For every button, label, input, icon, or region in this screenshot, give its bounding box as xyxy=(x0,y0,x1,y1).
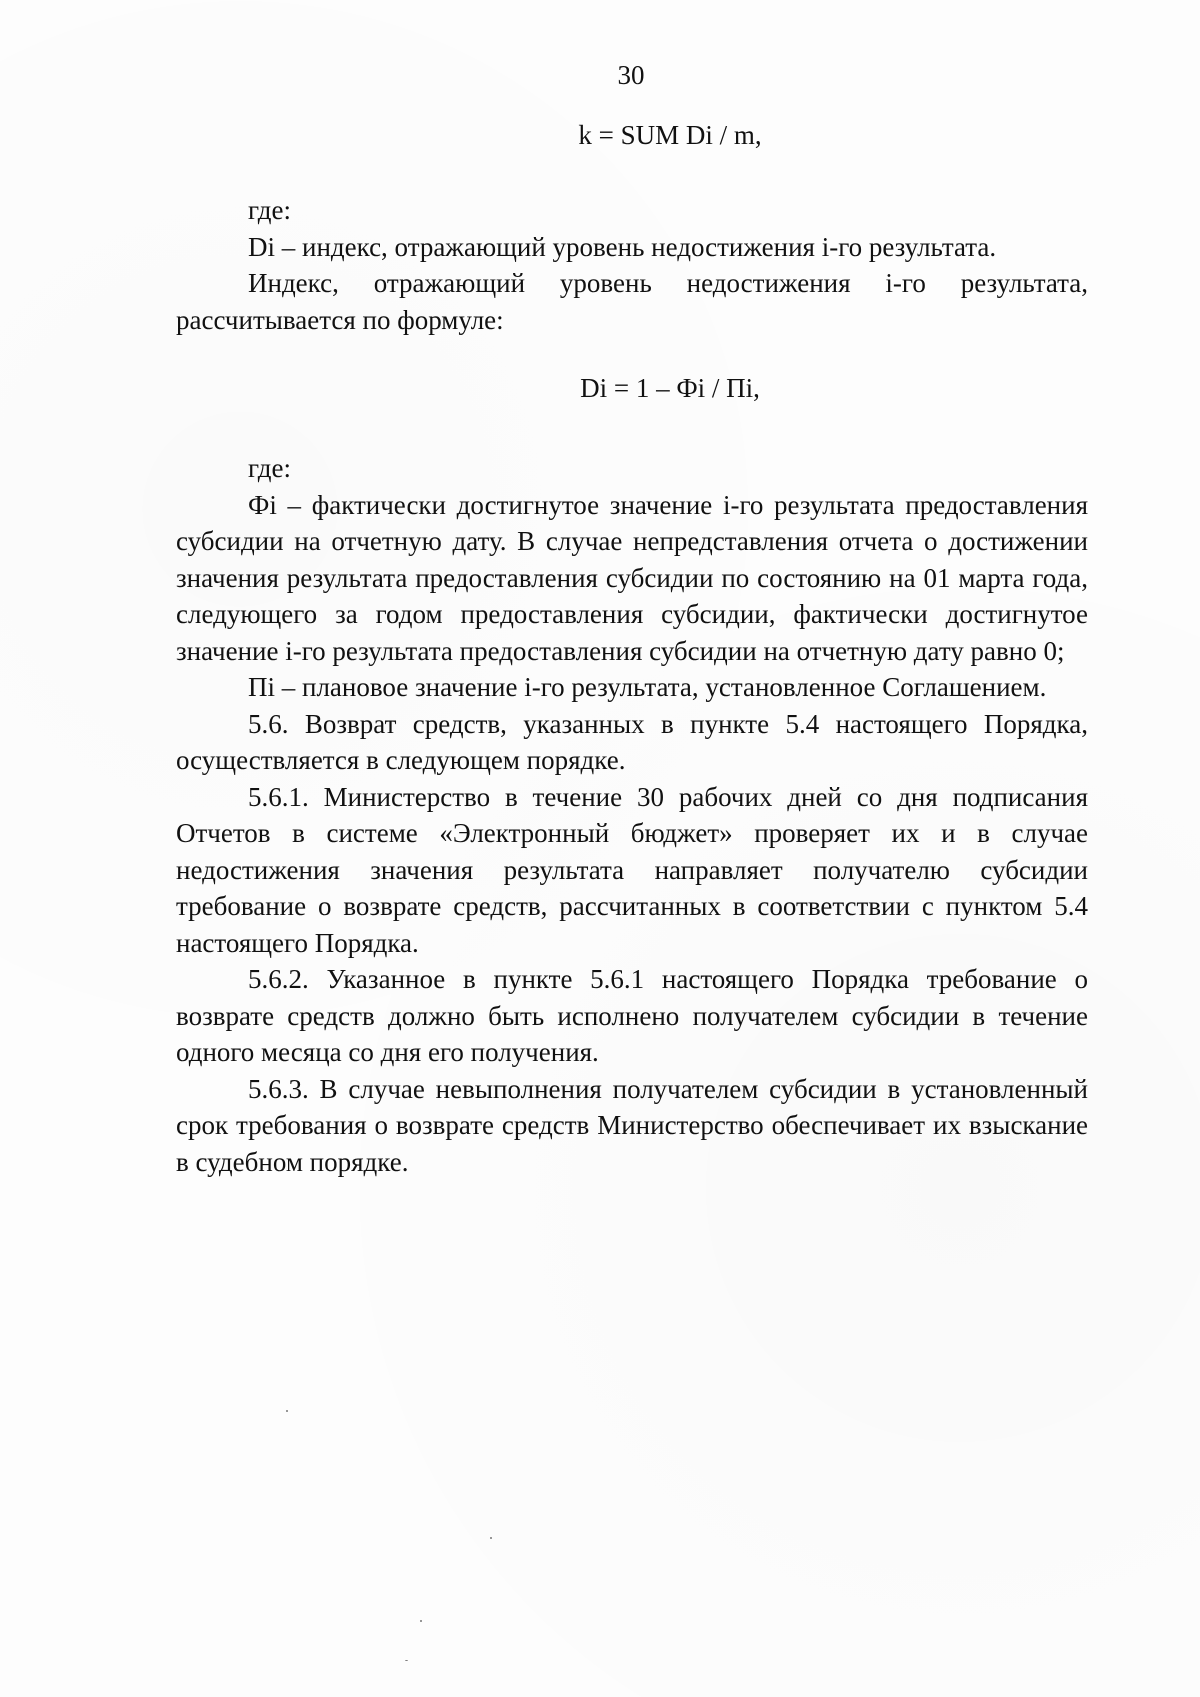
scan-speck xyxy=(490,1537,492,1539)
where-label-1: где: xyxy=(248,195,291,225)
clause-5-6-2: 5.6.2. Указанное в пункте 5.6.1 настоящего Порядка требование о возврате средств должно быть исполнено получателем субсидии в течение одного месяца со дня его получения. xyxy=(176,964,1088,1067)
index-intro-paragraph: Индекс, отражающий уровень недостижения i-го результата, рассчитывается по формуле: xyxy=(176,268,1088,335)
formula-di: Di = 1 – Фi / Пi, xyxy=(580,373,760,403)
definitions-block-2 xyxy=(176,450,1088,1180)
page-number: 30 xyxy=(617,60,645,90)
scan-speck xyxy=(286,1410,288,1412)
definitions-block-1 xyxy=(176,192,1088,338)
clause-5-6: 5.6. Возврат средств, указанных в пункте 5.4 настоящего Порядка, осуществляется в следующем порядке. xyxy=(176,708,1088,775)
scan-speck xyxy=(420,1620,422,1622)
scan-speck xyxy=(405,1660,408,1661)
formula-k: k = SUM Di / m, xyxy=(578,120,762,150)
clause-5-6-1: 5.6.1. Министерство в течение 30 рабочих дней со дня подписания Отчетов в системе «Электронный бюджет» проверяет их и в случае недостижения значения результата направляет получателю субсидии требование о возврате средств, рассчитанных в соответствии с пунктом 5.4 настоящего Порядка. xyxy=(176,781,1088,958)
clause-5-6-3: 5.6.3. В случае невыполнения получателем субсидии в установленный срок требования о возврате средств Министерство обеспечивает их взыскание в судебном порядке. xyxy=(176,1073,1088,1177)
pi-definition: Пi – плановое значение i-го результата, установленное Соглашением. xyxy=(248,672,1047,702)
where-label-2: где: xyxy=(248,453,291,483)
fi-definition: Фi – фактически достигнутое значение i-го результата предоставления субсидии на отчетную дату. В случае непредставления отчета о достижении значения результата предоставления субсидии по состоянию на 01 марта года, следующего за годом предоставления субсидии, фактически достигнутое значение i-го результата предоставления субсидии на отчетную дату равно 0; xyxy=(176,489,1088,666)
di-definition: Di – индекс, отражающий уровень недостижения i-го результата. xyxy=(248,231,997,262)
